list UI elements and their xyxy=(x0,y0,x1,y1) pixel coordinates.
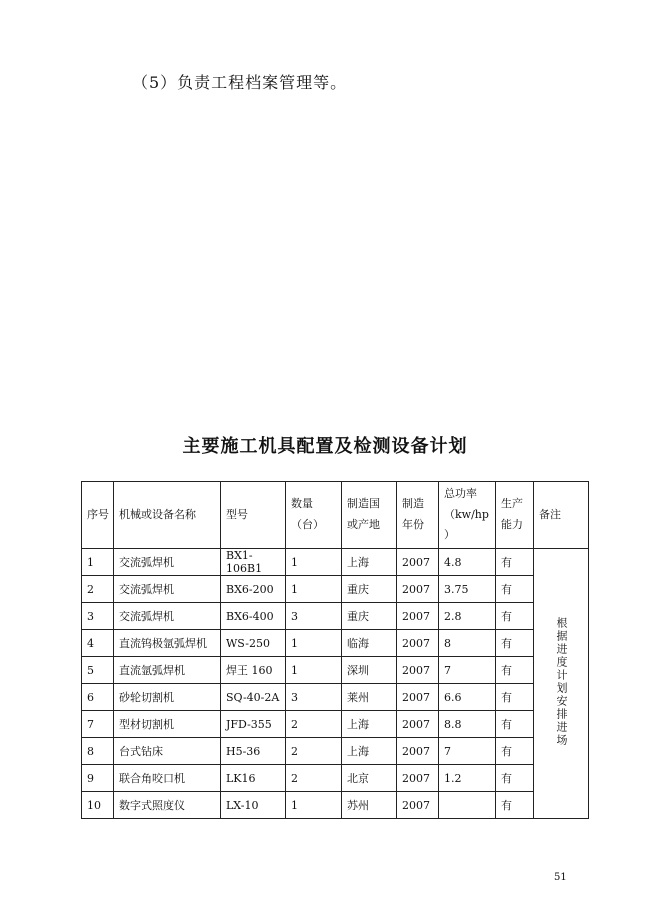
cell-model: BX6-200 xyxy=(221,576,286,603)
cell-remark xyxy=(534,549,589,819)
cell-name: 数字式照度仪 xyxy=(114,792,221,819)
cell-power: 8.8 xyxy=(439,711,496,738)
cell-year: 2007 xyxy=(397,738,439,765)
cell-name: 交流弧焊机 xyxy=(114,576,221,603)
cell-power: 3.75 xyxy=(439,576,496,603)
cell-name: 直流氩弧焊机 xyxy=(114,657,221,684)
cell-year: 2007 xyxy=(397,711,439,738)
cell-origin: 苏州 xyxy=(342,792,397,819)
cell-year: 2007 xyxy=(397,549,439,576)
cell-seq: 5 xyxy=(82,657,114,684)
cell-origin: 上海 xyxy=(342,711,397,738)
cell-name: 型材切割机 xyxy=(114,711,221,738)
cell-origin: 北京 xyxy=(342,765,397,792)
cell-origin: 上海 xyxy=(342,549,397,576)
cell-qty: 2 xyxy=(286,765,342,792)
cell-model: 焊王 160 xyxy=(221,657,286,684)
cell-capacity: 有 xyxy=(496,765,534,792)
header-capacity-line1: 生产 xyxy=(501,497,523,511)
header-capacity-line2: 能力 xyxy=(501,518,523,531)
intro-text: （5）负责工程档案管理等。 xyxy=(132,73,348,92)
cell-year: 2007 xyxy=(397,657,439,684)
cell-year: 2007 xyxy=(397,684,439,711)
table-row xyxy=(82,576,589,603)
cell-origin: 临海 xyxy=(342,630,397,657)
cell-model: LX-10 xyxy=(221,792,286,819)
header-origin-line2: 或产地 xyxy=(347,518,380,531)
cell-qty: 3 xyxy=(286,684,342,711)
cell-model: BX1-106B1 xyxy=(221,549,286,576)
remark-text: 根据进度计划安排进场 xyxy=(555,617,568,747)
table-row xyxy=(82,738,589,765)
cell-model: WS-250 xyxy=(221,630,286,657)
page-number: 51 xyxy=(554,872,567,883)
header-power-line1: 总功率 xyxy=(444,486,477,500)
cell-origin: 重庆 xyxy=(342,576,397,603)
header-remark: 备注 xyxy=(534,482,589,549)
cell-model: SQ-40-2A xyxy=(221,684,286,711)
table-row xyxy=(82,684,589,711)
cell-capacity: 有 xyxy=(496,657,534,684)
cell-year: 2007 xyxy=(397,630,439,657)
cell-qty: 2 xyxy=(286,711,342,738)
header-year xyxy=(397,482,439,549)
cell-year: 2007 xyxy=(397,765,439,792)
cell-name: 砂轮切割机 xyxy=(114,684,221,711)
cell-seq: 10 xyxy=(82,792,114,819)
cell-power: 6.6 xyxy=(439,684,496,711)
cell-seq: 8 xyxy=(82,738,114,765)
header-capacity xyxy=(496,482,534,549)
cell-origin: 莱州 xyxy=(342,684,397,711)
cell-power: 4.8 xyxy=(439,549,496,576)
header-name: 机械或设备名称 xyxy=(114,482,221,549)
table-row xyxy=(82,630,589,657)
header-year-line2: 年份 xyxy=(402,518,424,531)
table-row xyxy=(82,792,589,819)
cell-seq: 7 xyxy=(82,711,114,738)
header-power xyxy=(439,482,496,549)
cell-power: 2.8 xyxy=(439,603,496,630)
cell-model: BX6-400 xyxy=(221,603,286,630)
cell-capacity: 有 xyxy=(496,684,534,711)
header-year-line1: 制造 xyxy=(402,497,424,511)
cell-name: 交流弧焊机 xyxy=(114,603,221,630)
cell-name: 联合角咬口机 xyxy=(114,765,221,792)
cell-seq: 2 xyxy=(82,576,114,603)
cell-model: H5-36 xyxy=(221,738,286,765)
table-row xyxy=(82,765,589,792)
cell-power: 8 xyxy=(439,630,496,657)
cell-power: 7 xyxy=(439,657,496,684)
cell-qty: 1 xyxy=(286,792,342,819)
cell-qty: 1 xyxy=(286,576,342,603)
equipment-table xyxy=(81,481,589,819)
cell-origin: 重庆 xyxy=(342,603,397,630)
cell-qty: 2 xyxy=(286,738,342,765)
cell-capacity: 有 xyxy=(496,603,534,630)
header-power-line3: ） xyxy=(444,528,455,542)
header-row xyxy=(82,482,589,549)
table-row xyxy=(82,549,589,576)
cell-capacity: 有 xyxy=(496,711,534,738)
header-origin-line1: 制造国 xyxy=(347,497,380,511)
cell-name: 直流钨极氩弧焊机 xyxy=(114,630,221,657)
header-seq: 序号 xyxy=(82,482,114,549)
cell-seq: 3 xyxy=(82,603,114,630)
cell-capacity: 有 xyxy=(496,549,534,576)
cell-seq: 4 xyxy=(82,630,114,657)
header-model: 型号 xyxy=(221,482,286,549)
cell-power: 1.2 xyxy=(439,765,496,792)
cell-seq: 1 xyxy=(82,549,114,576)
table-title: 主要施工机具配置及检测设备计划 xyxy=(182,436,468,457)
cell-model: LK16 xyxy=(221,765,286,792)
cell-name: 台式钻床 xyxy=(114,738,221,765)
table-row xyxy=(82,711,589,738)
cell-origin: 深圳 xyxy=(342,657,397,684)
cell-capacity: 有 xyxy=(496,792,534,819)
cell-year: 2007 xyxy=(397,792,439,819)
cell-origin: 上海 xyxy=(342,738,397,765)
cell-seq: 6 xyxy=(82,684,114,711)
cell-qty: 3 xyxy=(286,603,342,630)
table-row xyxy=(82,657,589,684)
header-power-line2: （kw/hp xyxy=(444,507,489,521)
cell-seq: 9 xyxy=(82,765,114,792)
cell-qty: 1 xyxy=(286,549,342,576)
cell-qty: 1 xyxy=(286,657,342,684)
header-qty-line2: （台） xyxy=(291,518,324,531)
cell-model: JFD-355 xyxy=(221,711,286,738)
cell-capacity: 有 xyxy=(496,576,534,603)
cell-name: 交流弧焊机 xyxy=(114,549,221,576)
cell-capacity: 有 xyxy=(496,630,534,657)
cell-capacity: 有 xyxy=(496,738,534,765)
cell-power xyxy=(439,792,496,819)
cell-power: 7 xyxy=(439,738,496,765)
cell-year: 2007 xyxy=(397,576,439,603)
table-row xyxy=(82,603,589,630)
cell-year: 2007 xyxy=(397,603,439,630)
cell-qty: 1 xyxy=(286,630,342,657)
header-qty xyxy=(286,482,342,549)
header-origin xyxy=(342,482,397,549)
header-qty-line1: 数量 xyxy=(291,497,313,511)
